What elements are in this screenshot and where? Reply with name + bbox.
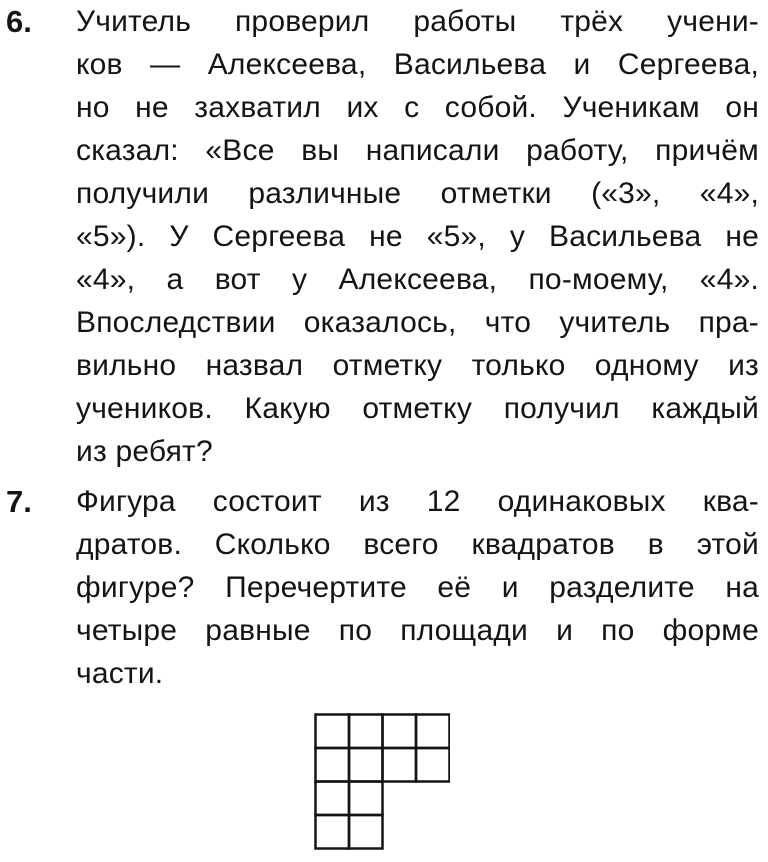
grid-drawing [314,713,450,851]
grid-square [316,715,350,749]
grid-square [416,715,450,749]
problem-text-line: «4», а вот у Алексеева, по-моему, «4». [76,263,759,296]
problem-text-line: но не захватил их с собой. Ученикам он [76,91,759,124]
problem-text-line: Учитель проверил работы трёх учени- [76,5,759,38]
problem-text-line: Фигура состоит из 12 одинаковых ква- [76,485,759,518]
grid-square [349,782,383,816]
problem-text-line: части. [76,657,164,690]
grid-square [349,815,383,849]
problem-number: 6. [6,4,32,39]
problem-text-line: из ребят? [76,435,213,468]
grid-square [383,715,417,749]
problem-text-line: ков — Алексеева, Васильева и Сергеева, [76,48,759,81]
problem-text-line: Впоследствии оказалось, что учитель пра- [76,306,759,339]
grid-square [416,748,450,782]
problem-text-line: вильно назвал отметку только одному из [76,349,759,382]
square-grid-figure [314,713,450,851]
problem-text-line: четыре равные по площади и по форме [76,614,759,647]
grid-square [349,748,383,782]
problem-number: 7. [6,484,32,519]
grid-square [316,748,350,782]
problem-text-line: «5»). У Сергеева не «5», у Васильева не [76,220,759,253]
grid-square [383,748,417,782]
problem-text-line: фигуре? Перечертите её и разделите на [76,571,759,604]
grid-square [316,815,350,849]
problem-text-line: получили различные отметки («3», «4», [76,177,759,210]
problem-text-line: сказал: «Все вы написали работу, причём [76,134,759,167]
grid-square [316,782,350,816]
problem-text-line: дратов. Сколько всего квадратов в этой [76,528,759,561]
problem-text-line: учеников. Какую отметку получил каждый [76,392,759,425]
grid-square [349,715,383,749]
